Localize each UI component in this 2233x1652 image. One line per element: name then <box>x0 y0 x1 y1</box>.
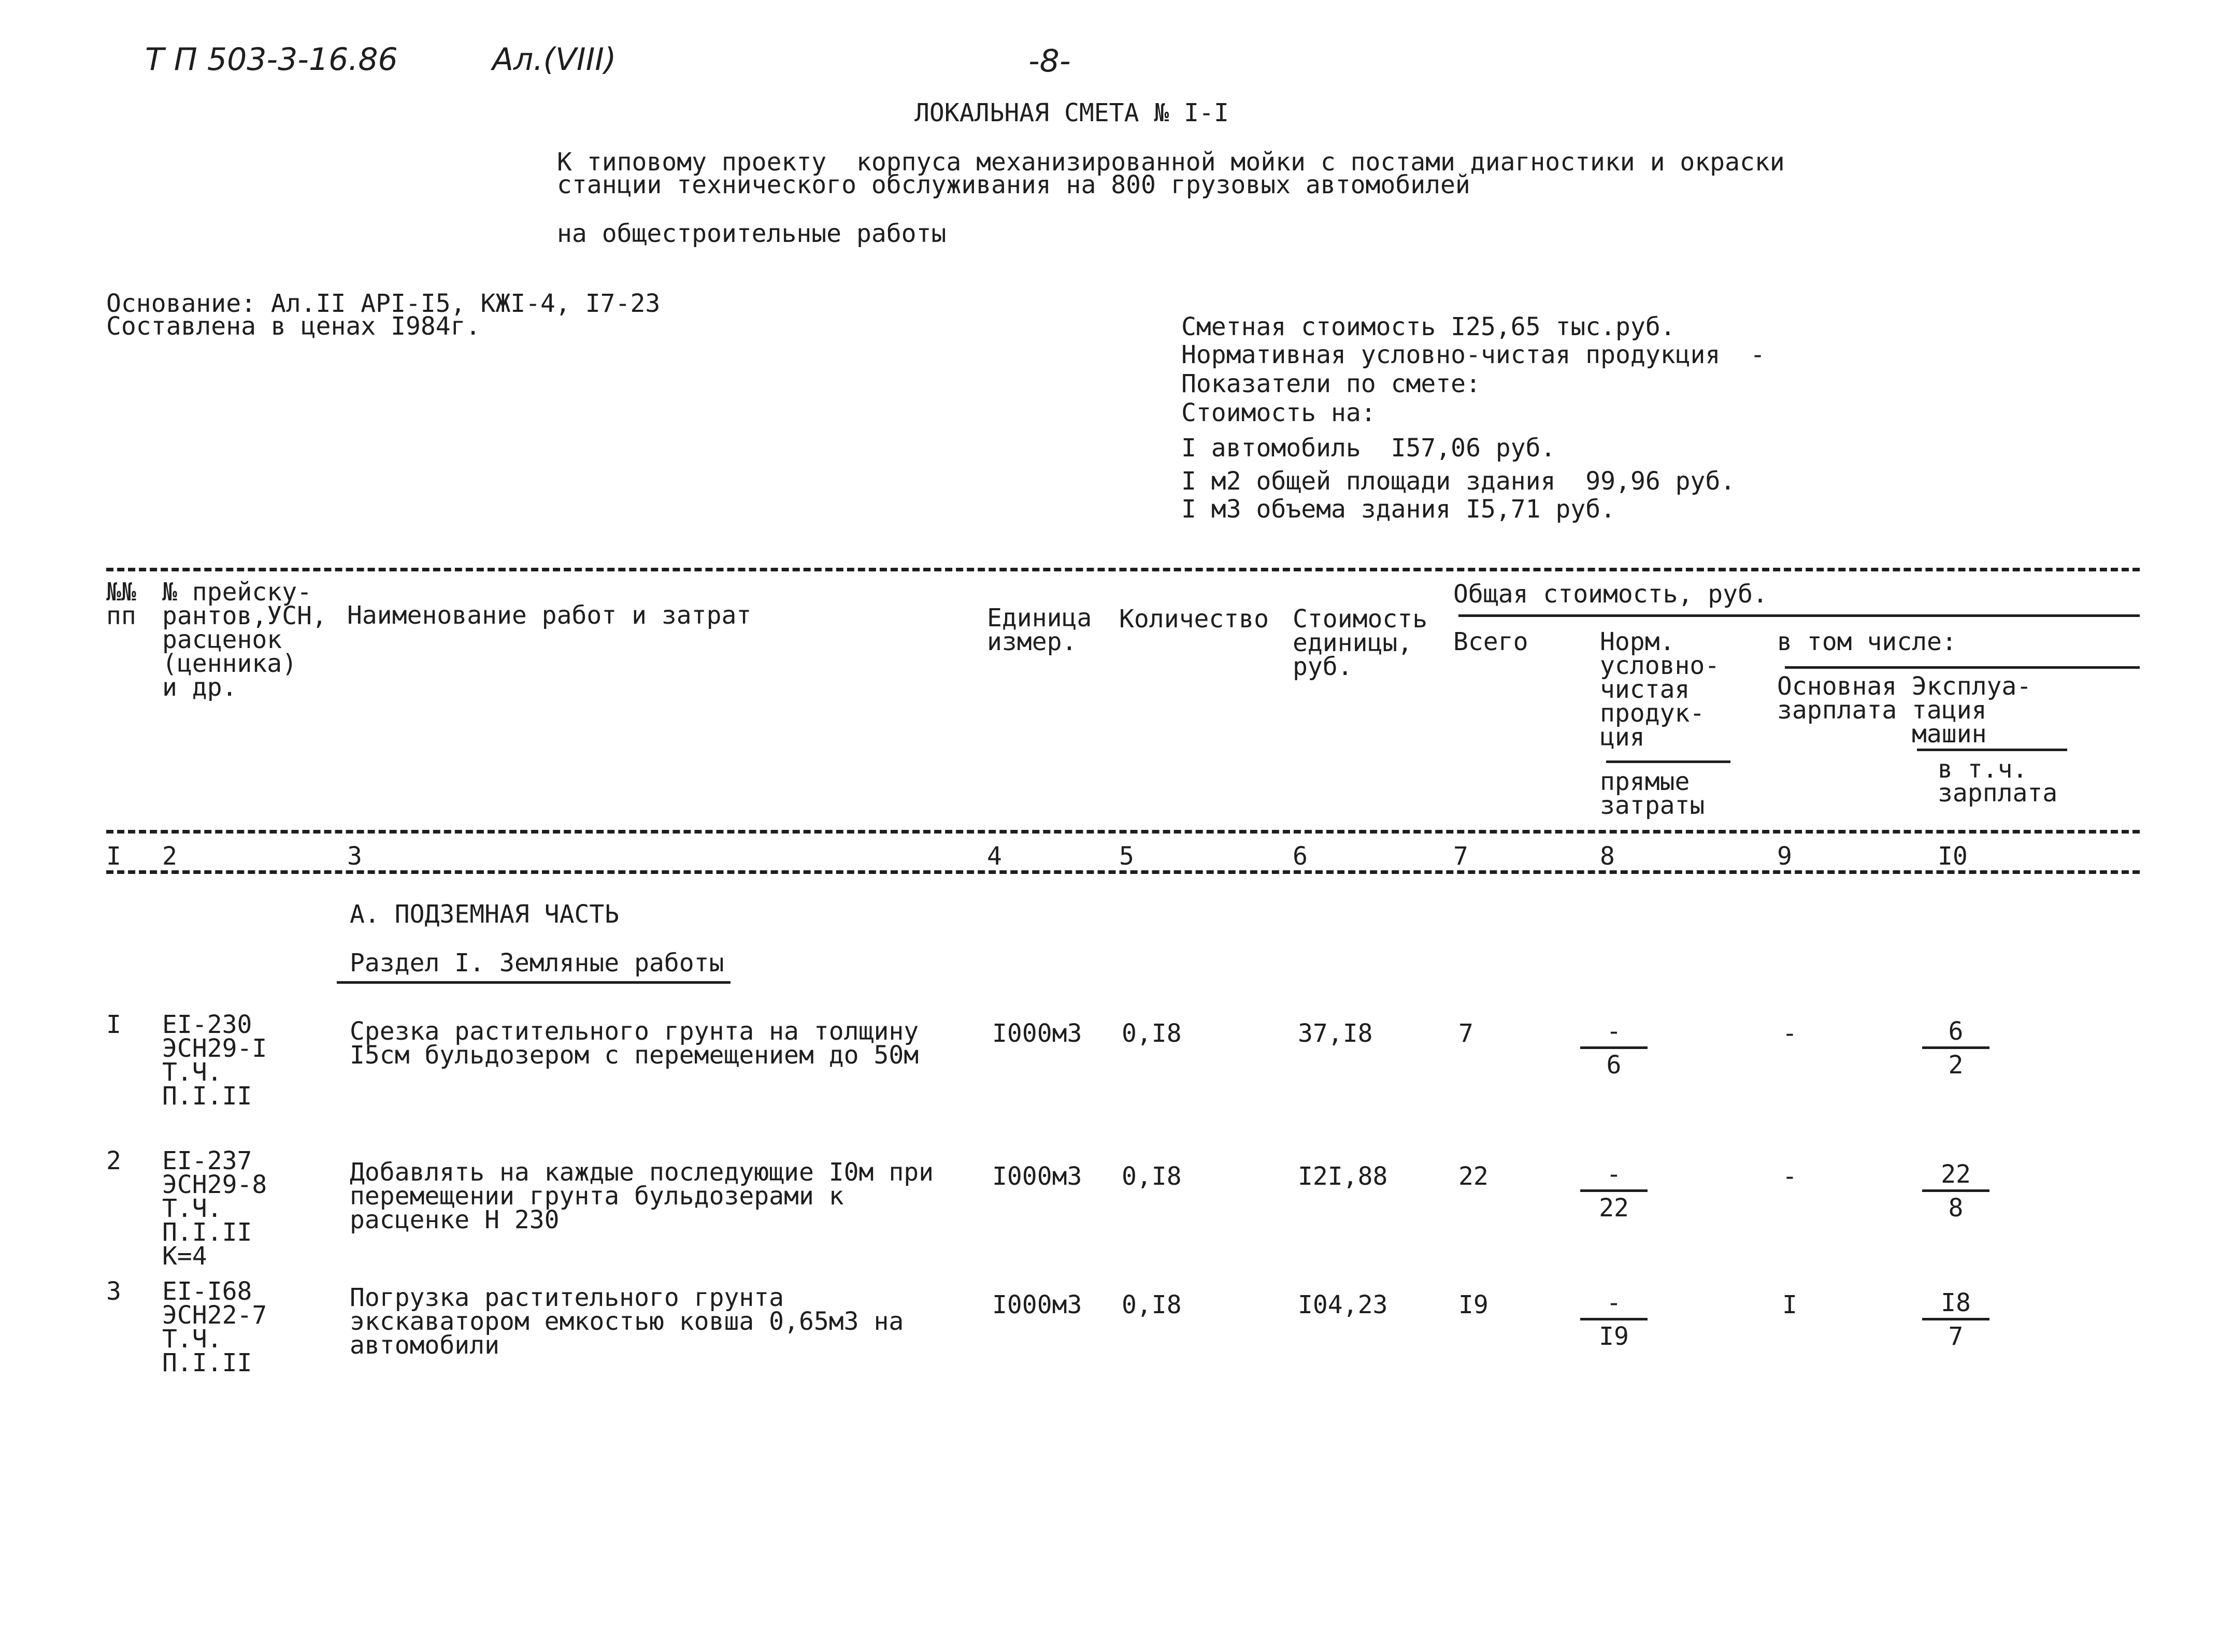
subject-line-2: станции технического обслуживания на 800 грузовых автомобилей <box>557 170 1470 199</box>
work-type: на общестроительные работы <box>557 219 947 248</box>
row-total: 22 <box>1458 1162 1488 1191</box>
total-cost-rule <box>1458 614 2140 617</box>
row-col10-fraction <box>1922 1160 1989 1223</box>
header-group-total-cost: Общая стоимость, руб. <box>1453 580 1768 609</box>
row-machine-operation: 6 <box>1922 1019 1989 1049</box>
header-col-pricelist: № прейску- рантов,УСН, расценок (ценника) и др. <box>162 578 327 702</box>
part-title: А. ПОДЗЕМНАЯ ЧАСТЬ <box>350 900 620 929</box>
document-title: ЛОКАЛЬНАЯ СМЕТА № I-I <box>914 98 1229 127</box>
col-number-8: 8 <box>1600 842 1615 871</box>
normative-production: Нормативная условно-чистая продукция - <box>1181 340 1766 369</box>
row-norm-production: - <box>1580 1019 1648 1049</box>
row-unit: I000м3 <box>992 1162 1082 1191</box>
col-numbers-rule <box>106 870 2140 874</box>
row-col8-fraction <box>1580 1160 1648 1223</box>
col-number-9: 9 <box>1777 842 1792 871</box>
row-total: 7 <box>1458 1019 1473 1048</box>
row-base-salary: - <box>1782 1019 1797 1048</box>
header-col-unit-cost: Стоимость единицы, руб. <box>1293 605 1428 681</box>
basis-line-2: Составлена в ценах I984г. <box>106 312 481 341</box>
header-col-name: Наименование работ и затрат <box>347 601 752 630</box>
col-number-2: 2 <box>162 842 177 871</box>
estimated-cost: Сметная стоимость I25,65 тыс.руб. <box>1181 312 1676 341</box>
col10-split-rule <box>1917 749 2067 751</box>
section-title: Раздел I. Земляные работы <box>350 949 724 978</box>
col-number-3: 3 <box>347 842 362 871</box>
cost-per-m2: I м2 общей площади здания 99,96 руб. <box>1181 467 1736 496</box>
album-number: Ал.(VIII) <box>492 41 617 78</box>
header-col-base-salary: Основная зарплата <box>1777 672 1897 725</box>
col8-split-rule <box>1606 760 1730 763</box>
row-machine-operation: 22 <box>1922 1162 1989 1192</box>
row-direct-costs: 6 <box>1606 1051 1622 1080</box>
table-top-rule <box>106 568 2140 571</box>
header-col-direct-costs: прямые затраты <box>1600 767 1705 820</box>
basis-line-1: Основание: Ал.II АРI-I5, КЖI-4, I7-23 <box>106 289 661 318</box>
row-number: 3 <box>106 1277 121 1306</box>
cost-per-m3: I м3 объема здания I5,71 руб. <box>1181 495 1616 524</box>
row-pricelist-code: ЕI-230 ЭСН29-I Т.Ч. П.I.II <box>162 1010 267 1111</box>
row-quantity: 0,I8 <box>1122 1290 1182 1319</box>
header-col-total: Всего <box>1453 627 1528 656</box>
col-number-6: 6 <box>1293 842 1308 871</box>
row-work-name: Добавлять на каждые последующие I0м при перемещении грунта бульдозерами к расценке Н 230 <box>350 1158 934 1234</box>
row-base-salary: - <box>1782 1162 1797 1191</box>
col-number-4: 4 <box>987 842 1002 871</box>
row-total: I9 <box>1458 1290 1488 1319</box>
header-col-quantity: Количество <box>1119 605 1269 634</box>
row-work-name: Срезка растительного грунта на толщину I5см бульдозером с перемещением до 50м <box>350 1017 919 1070</box>
section-title-underline <box>337 981 731 984</box>
col-number-10: I0 <box>1938 842 1968 871</box>
header-group-including: в том числе: <box>1777 627 1957 656</box>
header-col-row-number: №№ пп <box>106 578 136 630</box>
row-norm-production: - <box>1580 1291 1648 1320</box>
cost-per-label: Стоимость на: <box>1181 398 1376 427</box>
row-machine-salary: 2 <box>1948 1051 1964 1080</box>
header-col-machines-salary: в т.ч. зарплата <box>1938 755 2058 808</box>
col-number-5: 5 <box>1119 842 1134 871</box>
cost-per-vehicle: I автомобиль I57,06 руб. <box>1181 434 1556 463</box>
row-quantity: 0,I8 <box>1122 1162 1182 1191</box>
row-direct-costs: I9 <box>1599 1322 1629 1351</box>
incl-rule <box>1785 666 2140 669</box>
row-machine-salary: 7 <box>1948 1322 1964 1351</box>
row-machine-operation: I8 <box>1922 1291 1989 1320</box>
subject-line-1: К типовому проекту корпуса механизированной мойки с постами диагностики и окраски <box>557 148 1785 177</box>
row-pricelist-code: ЕI-I68 ЭСН22-7 Т.Ч. П.I.II <box>162 1277 267 1377</box>
col-number-7: 7 <box>1453 842 1468 871</box>
header-col-norm-production: Норм. условно- чистая продук- ция <box>1600 627 1720 752</box>
row-pricelist-code: ЕI-237 ЭСН29-8 Т.Ч. П.I.II К=4 <box>162 1146 267 1271</box>
row-norm-production: - <box>1580 1162 1648 1192</box>
row-unit-cost: 37,I8 <box>1298 1019 1373 1048</box>
row-work-name: Погрузка растительного грунта экскаватором емкостью ковша 0,65м3 на автомобили <box>350 1283 904 1360</box>
row-unit: I000м3 <box>992 1019 1082 1048</box>
row-machine-salary: 8 <box>1948 1194 1964 1223</box>
row-unit-cost: I2I,88 <box>1298 1162 1388 1191</box>
page-number: -8- <box>1028 43 1071 79</box>
row-direct-costs: 22 <box>1599 1194 1629 1223</box>
col-number-1: I <box>106 842 121 871</box>
row-col8-fraction <box>1580 1017 1648 1080</box>
row-unit-cost: I04,23 <box>1298 1290 1388 1319</box>
header-col-unit: Единица измер. <box>987 604 1092 656</box>
row-col10-fraction <box>1922 1017 1989 1080</box>
row-quantity: 0,I8 <box>1122 1019 1182 1048</box>
row-col8-fraction <box>1580 1288 1648 1351</box>
row-base-salary: I <box>1782 1290 1797 1319</box>
indicators-label: Показатели по смете: <box>1181 369 1481 398</box>
row-number: I <box>106 1010 121 1039</box>
row-col10-fraction <box>1922 1288 1989 1351</box>
header-col-machines: Эксплуа- тация машин <box>1912 672 2032 749</box>
table-header-bottom-rule <box>106 830 2140 834</box>
row-number: 2 <box>106 1146 121 1175</box>
doc-code: Т П 503-3-16.86 <box>145 41 398 78</box>
row-unit: I000м3 <box>992 1290 1082 1319</box>
